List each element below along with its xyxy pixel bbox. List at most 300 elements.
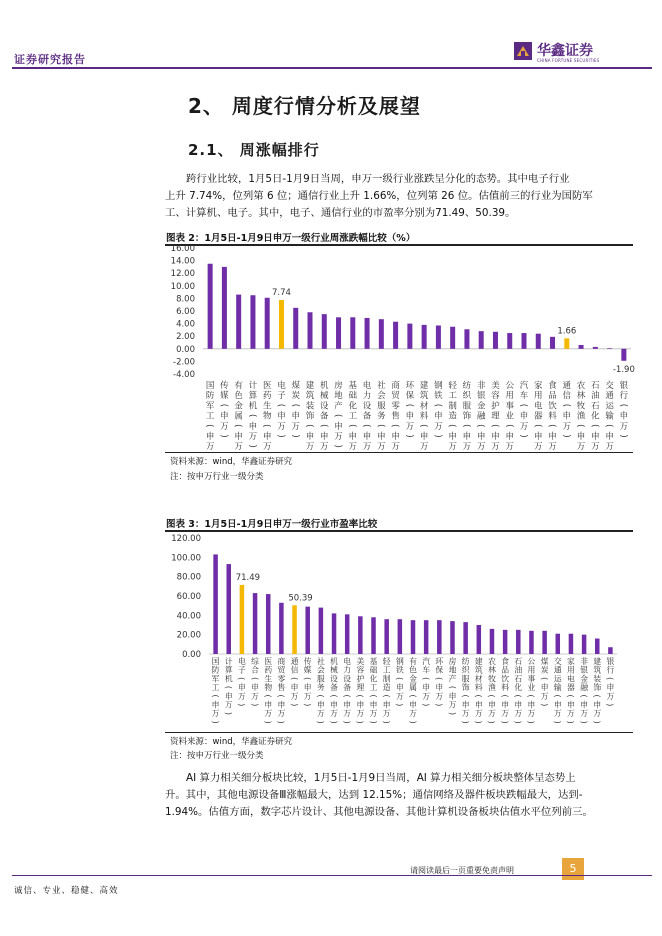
category-label-char: 汽 [422, 657, 431, 666]
category-label-char: 申 [448, 432, 457, 442]
category-label-char: 申 [548, 432, 557, 442]
category-label-char: 万 [303, 691, 312, 701]
section-title: 2、 周度行情分析及展望 [188, 94, 421, 118]
category-label-char: 万 [619, 421, 629, 432]
category-label-char: 设 [320, 401, 329, 412]
category-label-char: ( [355, 694, 365, 698]
bar [529, 631, 534, 654]
category-label-char: ( [500, 694, 510, 698]
category-label-char: 申 [501, 700, 510, 710]
category-label-char: 服 [316, 674, 325, 684]
category-label-char: 金 [409, 674, 417, 684]
category-label-char: 事 [505, 401, 514, 412]
category-label-char: ( [261, 424, 272, 428]
category-label-char: 申 [619, 411, 629, 422]
category-label-char: ) [237, 703, 247, 707]
category-label-char: 生 [262, 401, 272, 412]
bar [213, 554, 218, 654]
category-label-char: ( [605, 677, 615, 681]
category-label-char: ( [289, 403, 300, 408]
category-label-char: ( [513, 694, 523, 698]
category-label-char: 炭 [291, 391, 300, 402]
category-label-char: 银 [476, 391, 486, 402]
bar [607, 348, 612, 349]
category-label-char: 用 [534, 391, 543, 402]
category-label-char: 产 [448, 674, 457, 684]
category-label-char: 申 [567, 700, 575, 710]
disclaimer-note: 请阅读最后一页重要免责声明 [410, 866, 514, 875]
brand-logo-icon [514, 42, 532, 60]
bar [569, 634, 574, 654]
category-label-char: 建 [305, 381, 315, 391]
category-label-char: 车 [519, 391, 529, 402]
bar [279, 603, 284, 654]
bar [358, 616, 363, 654]
category-label-char: 零 [277, 674, 286, 684]
category-label-char: 公 [527, 657, 536, 666]
category-label-char: 机 [320, 381, 329, 391]
bar [292, 605, 297, 654]
category-label-char: 色 [234, 391, 243, 402]
category-label-char: 护 [491, 401, 500, 412]
data-label: -1.90 [612, 364, 635, 375]
category-label-char: 运 [605, 401, 614, 412]
pe-ratio-chart [165, 531, 635, 731]
category-label-char: 有 [409, 657, 417, 666]
bar [384, 619, 389, 654]
bar [226, 564, 231, 654]
category-label-char: 通 [562, 381, 572, 391]
category-label-char: 交 [605, 381, 614, 391]
category-label-char: 万 [548, 442, 557, 451]
category-label-char: 车 [422, 665, 431, 675]
category-label-char: 万 [248, 432, 258, 442]
category-label-char: 制 [448, 401, 457, 412]
category-label-char: 万 [264, 709, 273, 719]
figure2-bottom-rule [165, 452, 633, 453]
category-label-char: 万 [290, 691, 299, 701]
category-label-char: ) [218, 434, 229, 438]
category-label-char: ( [617, 403, 628, 408]
category-label-char: 务 [316, 683, 325, 693]
category-label-char: ( [592, 694, 602, 698]
category-label-char: 社 [377, 381, 386, 391]
y-tick-label: 80.00 [176, 572, 201, 583]
category-label-char: 料 [501, 683, 510, 693]
category-label-char: 通 [290, 657, 299, 666]
category-label-char: 装 [593, 674, 602, 684]
figure3-bottom-rule [165, 732, 633, 733]
category-label-char: 织 [461, 665, 470, 675]
category-label-char: 万 [277, 421, 286, 432]
bar [379, 319, 384, 349]
category-label-char: 防 [211, 665, 220, 675]
category-label-char: ( [526, 694, 536, 698]
category-label-char: 保 [405, 391, 415, 402]
category-label-char: 饰 [462, 411, 472, 422]
category-label-char: ) [617, 434, 628, 438]
category-label-char: 林 [576, 391, 586, 402]
category-label-char: 申 [362, 432, 372, 442]
category-label-char: 申 [334, 421, 343, 432]
category-label-char: 制 [382, 674, 391, 684]
category-label-char: 综 [251, 657, 259, 666]
category-label-char: 铁 [395, 665, 404, 675]
category-label-char: 万 [593, 709, 602, 719]
category-label-char: ) [526, 720, 536, 724]
category-label-char: ( [316, 694, 326, 698]
category-label-char: 渔 [576, 411, 586, 422]
category-label-char: 万 [461, 709, 470, 719]
category-label-char: 万 [435, 691, 444, 701]
bar [516, 630, 521, 654]
category-label-char: ) [566, 720, 576, 724]
category-label-char: ( [361, 424, 372, 428]
category-label-char: 轻 [448, 381, 457, 391]
y-tick-label: 6.00 [176, 307, 195, 317]
category-label-char: 申 [369, 700, 378, 710]
category-label-char: 纺 [461, 657, 470, 666]
category-label-char: 银 [580, 665, 588, 675]
category-label-char: ) [474, 720, 484, 724]
category-label-char: 础 [348, 391, 358, 402]
bar [507, 333, 512, 349]
category-label-char: 筑 [593, 665, 602, 675]
bar [436, 325, 441, 348]
category-label-char: 算 [248, 391, 258, 402]
category-label-char: 申 [248, 421, 258, 432]
category-label-char: 饮 [501, 674, 510, 684]
category-label-char: 饰 [593, 683, 602, 693]
category-label-char: 轻 [382, 657, 391, 666]
category-label-char: 品 [548, 391, 557, 402]
category-label-char: 申 [277, 700, 286, 710]
paragraph-line: 工、计算机、电子。其中，电子、通信行业的市盈率分别为71.49、50.39。 [165, 207, 516, 220]
category-label-char: 申 [405, 411, 415, 422]
footer-divider [12, 875, 652, 876]
category-label-char: 万 [205, 442, 215, 451]
category-label-char: 申 [343, 700, 352, 710]
bar [608, 647, 613, 654]
category-label-char: 申 [290, 683, 299, 693]
category-label-char: 商 [391, 381, 400, 391]
category-label-char: 申 [419, 432, 429, 442]
category-label-char: 万 [553, 709, 562, 719]
category-label-char: ( [218, 403, 229, 408]
category-label-char: ) [579, 720, 589, 724]
category-label-char: 申 [527, 700, 536, 710]
category-label-char: 申 [448, 691, 457, 701]
category-label-char: 服 [462, 401, 472, 412]
bar [350, 317, 355, 349]
category-label-char: 工 [382, 665, 391, 675]
category-label-char: 药 [262, 391, 272, 402]
category-label-char: 设 [343, 674, 352, 684]
category-label-char: 品 [501, 665, 510, 675]
category-label-char: 万 [305, 442, 315, 451]
category-label-char: 万 [562, 421, 572, 432]
category-label-char: ( [375, 424, 386, 428]
category-label-char: ) [539, 703, 549, 707]
category-label-char: 申 [462, 432, 472, 442]
category-label-char: 理 [356, 683, 365, 693]
category-label-char: 申 [382, 700, 391, 710]
category-label-char: 通 [605, 391, 614, 402]
category-label-char: 工 [369, 683, 378, 693]
category-label-char: 申 [205, 432, 215, 442]
category-label-char: 申 [593, 700, 602, 710]
category-label-char: 地 [334, 391, 343, 402]
category-label-char: 防 [205, 391, 215, 402]
category-label-char: 备 [343, 683, 352, 693]
paragraph-ai-compute [165, 770, 627, 822]
bar [253, 593, 258, 654]
category-label-char: 用 [567, 665, 575, 675]
category-label-char: 万 [277, 709, 286, 719]
category-label-char: 传 [303, 657, 312, 666]
category-label-char: 饰 [461, 683, 470, 693]
paragraph-industry-comparison [165, 171, 627, 223]
category-label-char: 备 [362, 411, 372, 422]
category-label-char: ) [289, 434, 300, 438]
category-label-char: ) [432, 434, 443, 438]
category-label-char: 金 [476, 401, 486, 412]
category-label-char: 家 [567, 657, 575, 666]
category-label-char: 炭 [540, 665, 549, 675]
category-label-char: 钢 [395, 657, 404, 666]
category-label-char: ( [434, 677, 444, 681]
category-label-char: ) [332, 444, 343, 448]
bar [593, 347, 598, 349]
category-label-char: 申 [562, 411, 572, 422]
bar [365, 318, 370, 349]
category-label-char: 申 [580, 700, 588, 710]
category-label-char: 机 [248, 401, 258, 412]
bar [503, 630, 508, 654]
category-label-char: 申 [356, 700, 365, 710]
category-label-char: 化 [348, 401, 358, 412]
bar [308, 312, 313, 349]
category-label-char: 申 [251, 683, 259, 693]
category-label-char: ( [539, 677, 549, 681]
figure3-note: 注：按申万行业一级分类 [170, 751, 264, 761]
category-label-char: ( [474, 694, 484, 698]
category-label-char: 国 [205, 381, 215, 391]
paragraph-line: 跨行业比较，1月5日-1月9日当周，申万一级行业涨跌呈分化的态势。其中电子行业 [186, 173, 570, 185]
category-label-char: 万 [448, 700, 457, 710]
category-label-char: 申 [540, 683, 549, 693]
category-label-char: 输 [605, 411, 614, 422]
paragraph-line: 1.94%。估值方面，数字芯片设计、其他电源设备、其他计算机设备板块估值水平位列前三。 [165, 806, 593, 819]
bar [564, 338, 569, 348]
category-label-char: 工 [211, 683, 220, 693]
category-label-char: 电 [277, 381, 286, 391]
category-label-char: ( [408, 694, 418, 698]
category-label-char: ) [263, 720, 273, 724]
category-label-char: 申 [409, 700, 417, 710]
category-label-char: ( [204, 424, 215, 428]
category-label-char: 力 [343, 665, 352, 675]
category-label-char: ( [304, 424, 315, 428]
category-label-char: ( [475, 424, 486, 428]
category-label-char: 造 [448, 411, 457, 422]
data-label: 71.49 [235, 572, 261, 583]
category-label-char: 机 [224, 674, 233, 684]
category-label-char: 料 [419, 411, 429, 422]
brand-name: 华鑫证券 [537, 43, 593, 59]
category-label-char: ( [460, 694, 470, 698]
y-tick-label: 8.00 [176, 294, 195, 305]
bar [422, 325, 427, 349]
category-label-char: 零 [391, 401, 400, 412]
category-label-char: 万 [422, 691, 431, 701]
bar [371, 617, 376, 654]
category-label-char: ) [408, 720, 418, 724]
category-label-char: ( [575, 424, 586, 428]
category-label-char: 农 [488, 657, 496, 666]
category-label-char: 媒 [220, 391, 229, 402]
category-label-char: 建 [474, 657, 483, 666]
category-label-char: 煤 [540, 657, 549, 666]
category-label-char: 申 [264, 700, 273, 710]
category-label-char: 电 [238, 657, 246, 666]
category-label-char: 服 [377, 401, 386, 412]
category-label-char: 媒 [303, 665, 312, 675]
category-label-char: 银 [606, 657, 615, 666]
category-label-char: ) [342, 720, 352, 724]
category-label-char: 申 [320, 432, 329, 442]
category-label-char: 军 [211, 674, 220, 684]
category-label-char: 申 [211, 700, 220, 710]
category-label-char: 交 [553, 657, 562, 666]
category-label-char: ) [553, 720, 563, 724]
category-label-char: ) [381, 720, 391, 724]
category-label-char: 申 [534, 432, 543, 442]
figure3-source: 资料来源：wind，华鑫证券研究 [170, 737, 293, 747]
y-tick-label: 2.00 [176, 332, 195, 343]
category-label-char: 万 [534, 442, 543, 451]
category-label-char: 万 [377, 442, 386, 451]
bar [293, 308, 298, 349]
category-label-char: ( [489, 424, 500, 428]
category-label-char: 申 [395, 683, 404, 693]
category-label-char: ( [389, 424, 400, 428]
category-label-char: ) [460, 720, 470, 724]
bar [319, 608, 324, 654]
category-label-char: ( [566, 694, 576, 698]
category-label-char: 申 [316, 700, 325, 710]
category-label-char: ( [381, 694, 391, 698]
bar [479, 331, 484, 349]
category-label-char: 食 [548, 381, 557, 391]
bar [582, 635, 587, 654]
bar [542, 631, 547, 654]
category-label-char: 万 [580, 709, 588, 719]
category-label-char: 医 [264, 657, 273, 666]
category-label-char: 工 [205, 411, 215, 422]
y-tick-label: 40.00 [176, 611, 201, 622]
category-label-char: 万 [395, 691, 404, 701]
category-label-char: 材 [419, 401, 429, 412]
category-label-char: 万 [519, 421, 529, 432]
category-label-char: 申 [238, 683, 246, 693]
category-label-char: 万 [409, 709, 417, 719]
weekly-change-chart [165, 245, 635, 451]
category-label-char: 万 [474, 709, 483, 719]
data-label: 50.39 [288, 593, 313, 604]
category-label-char: ( [346, 424, 357, 428]
category-label-char: ) [434, 703, 444, 707]
category-label-char: 电 [567, 674, 575, 684]
bar [477, 625, 482, 654]
category-label-char: 医 [262, 381, 272, 391]
category-label-char: 饰 [305, 411, 315, 422]
category-label-char: 信 [562, 391, 572, 402]
category-label-char: 属 [234, 411, 243, 422]
category-label-char: 社 [316, 657, 325, 666]
bar [464, 329, 469, 349]
category-label-char: 万 [462, 442, 472, 451]
category-label-char: 万 [234, 442, 243, 451]
category-label-char: 子 [277, 391, 286, 402]
category-label-char: ) [210, 720, 220, 724]
figure2-note: 注：按申万行业一级分类 [170, 472, 264, 482]
category-label-char: 申 [422, 683, 431, 693]
category-label-char: 设 [362, 401, 372, 412]
category-label-char: ) [276, 720, 286, 724]
category-label-char: 万 [343, 709, 352, 719]
category-label-char: 申 [330, 700, 338, 710]
category-label-char: ) [592, 720, 602, 724]
category-label-char: 食 [501, 657, 510, 666]
category-label-char: 申 [505, 432, 514, 442]
category-label-char: ( [275, 403, 286, 408]
brand-logo [514, 40, 624, 66]
category-label-char: ( [447, 685, 457, 689]
category-label-char: 行 [619, 391, 629, 402]
category-label-char: 万 [405, 421, 415, 432]
category-label-char: ( [224, 685, 234, 689]
category-label-char: ( [246, 413, 257, 418]
category-label-char: 申 [234, 432, 243, 442]
category-label-char: 生 [264, 674, 273, 684]
category-label-char: 万 [505, 442, 514, 451]
bar [305, 607, 310, 654]
category-label-char: 商 [277, 657, 286, 666]
category-label-char: 万 [591, 442, 600, 451]
category-label-char: 化 [369, 674, 378, 684]
category-label-char: 输 [553, 683, 562, 693]
category-label-char: 美 [356, 657, 365, 666]
category-label-char: 容 [356, 665, 365, 675]
category-label-char: 万 [262, 442, 272, 451]
bar [407, 324, 412, 349]
category-label-char: 服 [461, 674, 470, 684]
category-label-char: ( [342, 694, 352, 698]
bar [236, 295, 241, 349]
category-label-char: 金 [580, 674, 588, 684]
category-label-char: 万 [540, 691, 549, 701]
bar [463, 622, 468, 654]
category-label-char: 油 [514, 665, 523, 675]
company-slogan: 诚信、专业、稳健、高效 [14, 886, 119, 896]
category-label-char: 传 [220, 381, 229, 391]
category-label-char: 会 [316, 665, 325, 675]
bar [550, 337, 555, 349]
bar [250, 295, 255, 349]
category-label-char: 万 [356, 709, 365, 719]
paragraph-line: AI 算力相关细分板块比较，1月5日-1月9日当周，AI 算力相关细分板块整体呈态势上 [186, 772, 576, 784]
